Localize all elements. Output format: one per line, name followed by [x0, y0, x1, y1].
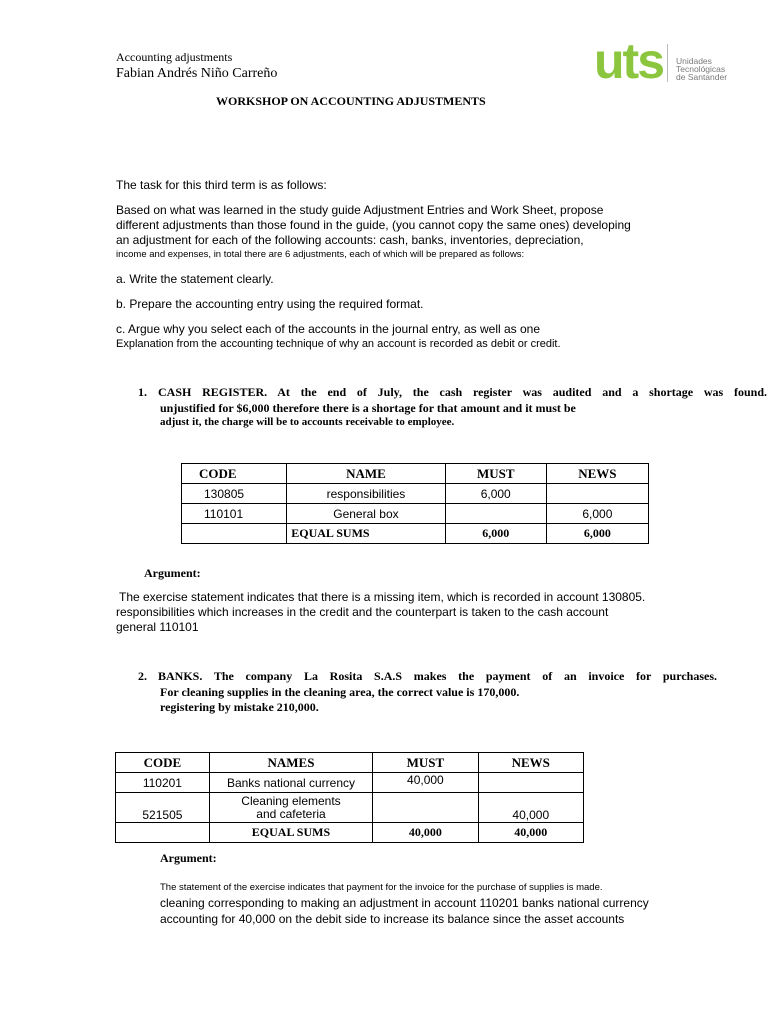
author-name: Fabian Andrés Niño Carreño	[116, 66, 278, 81]
code-cell: 110201	[116, 773, 210, 793]
task-body-line: Based on what was learned in the study guide Adjustment Entries and Work Sheet, propose	[116, 203, 604, 217]
debit-total: 6,000	[445, 524, 546, 544]
logo-subtitle	[676, 57, 727, 81]
table-row	[116, 773, 584, 793]
doc-label: Accounting adjustments	[116, 50, 233, 64]
item-statement-line: adjust it, the charge will be to accounts receivable to employee.	[160, 416, 455, 428]
column-header: MUST	[373, 753, 478, 773]
column-header: CODE	[182, 464, 287, 484]
debit-total: 40,000	[373, 823, 478, 843]
instruction-a: a. Write the statement clearly.	[116, 272, 274, 286]
totals-label: EQUAL SUMS	[287, 524, 445, 544]
column-header: MUST	[445, 464, 546, 484]
debit-cell: 6,000	[445, 484, 546, 504]
table-header-row	[182, 464, 649, 484]
page-title: WORKSHOP ON ACCOUNTING ADJUSTMENTS	[216, 94, 486, 108]
totals-row	[182, 524, 649, 544]
debit-cell: 40,000	[373, 773, 478, 793]
code-cell: 110101	[182, 504, 287, 524]
table-row	[182, 484, 649, 504]
logo-sub-line: de Santander	[676, 72, 728, 82]
task-body-line: an adjustment for each of the following accounts: cash, banks, inventories, depreciation,	[116, 233, 584, 247]
credit-cell: 40,000	[478, 793, 583, 823]
credit-cell	[478, 773, 583, 793]
argument-label: Argument:	[160, 851, 217, 865]
debit-cell	[445, 504, 546, 524]
item-statement-line: CASH REGISTER. At the end of July, the cash register was audited and a shortage was found.	[158, 385, 767, 399]
instruction-c-explanation: Explanation from the accounting technique of why an account is recorded as debit or credit.	[116, 338, 561, 350]
argument-line: accounting for 40,000 on the debit side to increase its balance since the asset accounts	[160, 912, 625, 926]
logo-sub-line: Unidades	[676, 56, 712, 66]
name-cell: General box	[287, 504, 445, 524]
code-cell	[116, 823, 210, 843]
task-body-line: different adjustments than those found in the guide, (you cannot copy the same ones) developing	[116, 218, 631, 232]
uts-logo: uts	[594, 33, 663, 89]
task-body-line: income and expenses, in total there are 6 adjustments, each of which will be prepared as follows:	[116, 249, 525, 260]
name-cell: Banks national currency	[209, 773, 372, 793]
totals-label: EQUAL SUMS	[209, 823, 372, 843]
column-header: NEWS	[546, 464, 648, 484]
item-statement-line: registering by mistake 210,000.	[160, 700, 319, 714]
journal-entry-table	[115, 752, 584, 843]
code-cell: 521505	[116, 793, 210, 823]
item-statement-line: BANKS. The company La Rosita S.A.S makes the payment of an invoice for purchases.	[158, 669, 717, 683]
table-row	[182, 504, 649, 524]
table-header-row	[116, 753, 584, 773]
argument-line: general 110101	[116, 620, 199, 634]
journal-entry-table	[181, 463, 649, 544]
debit-cell	[373, 793, 478, 823]
credit-cell: 6,000	[546, 504, 648, 524]
credit-cell	[546, 484, 648, 504]
credit-total: 6,000	[546, 524, 648, 544]
item-number: 1.	[138, 385, 147, 399]
column-header: NEWS	[478, 753, 583, 773]
instruction-b: b. Prepare the accounting entry using the required format.	[116, 297, 424, 311]
logo-sub-line: Tecnológicas	[676, 64, 726, 74]
argument-label: Argument:	[144, 566, 201, 580]
column-header: NAMES	[209, 753, 372, 773]
item-number: 2.	[138, 669, 147, 683]
argument-line: The statement of the exercise indicates that payment for the invoice for the purchase of supplies is made.	[160, 882, 603, 893]
argument-line: The exercise statement indicates that there is a missing item, which is recorded in account 130805.	[119, 590, 646, 604]
argument-line: cleaning corresponding to making an adjustment in account 110201 banks national currency	[160, 896, 649, 910]
task-intro: The task for this third term is as follows:	[116, 178, 327, 192]
item-statement-line: For cleaning supplies in the cleaning area, the correct value is 170,000.	[160, 685, 520, 699]
name-cell: Cleaning elements and cafeteria	[209, 793, 372, 823]
instruction-c: c. Argue why you select each of the accounts in the journal entry, as well as one	[116, 322, 541, 336]
column-header: NAME	[287, 464, 445, 484]
table-row	[116, 793, 584, 823]
code-cell: 130805	[182, 484, 287, 504]
code-cell	[182, 524, 287, 544]
totals-row	[116, 823, 584, 843]
credit-total: 40,000	[478, 823, 583, 843]
name-cell: responsibilities	[287, 484, 445, 504]
argument-line: responsibilities which increases in the credit and the counterpart is taken to the cash account	[116, 605, 609, 619]
item-statement-line: unjustified for $6,000 therefore there is a shortage for that amount and it must be	[160, 401, 576, 415]
column-header: CODE	[116, 753, 210, 773]
logo-divider	[667, 44, 668, 82]
